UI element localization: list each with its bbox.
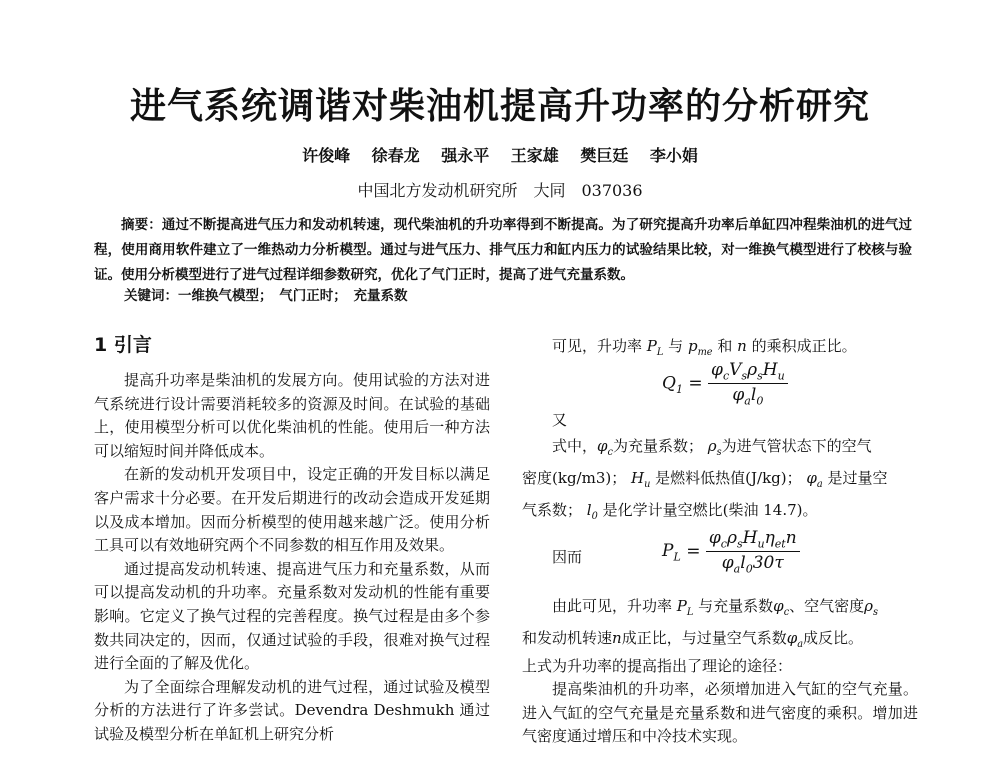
line-conclusion-1: 由此可见，升功率 $P_L$ 与充量系数$\varphi_c$、空气密度$\rho_s$: [552, 597, 879, 618]
line-conclusion-3: 上式为升功率的提高指出了理论的途径：: [522, 657, 793, 675]
line-where-2: 密度(kg/m3)； $H_u$ 是燃料低热值(J/kg)； $\varphi_a$ 是过量空: [522, 469, 888, 490]
label-you: 又: [552, 411, 568, 429]
keywords: 关键词：一维换气模型； 气门正时； 充量系数: [124, 288, 408, 304]
line-conclusion-2: 和发动机转速n成正比，与过量空气系数$\varphi_a$成反比。: [522, 629, 864, 650]
intro-paragraph-3: 通过提高发动机转速、提高进气压力和充量系数，从而可以提高发动机的升功率。充量系数对发动机的性能有重要影响。它定义了换气过程的完善程度。换气过程是由多个参数共同决定的，因而，仅通过试验的手段，很难对换气过程进行全面的了解及优化。: [94, 559, 490, 673]
abstract: 摘要：通过不断提高进气压力和发动机转速，现代柴油机的升功率得到不断提高。为了研究提高升功率后单缸四冲程柴油机的进气过程，使用商用软件建立了一维热动力分析模型。通过与进气压力、排气压力和缸内压力的试验结果比较，对一维换气模型进行了校核与验证。使用分析模型进行了进气过程详细参数研究，优化了气门正时，提高了进气充量系数。: [94, 217, 912, 283]
line-proportional: 可见，升功率 $P_L$ 与 $p_{me}$ 和 n 的乘积成正比。: [552, 337, 857, 358]
right-paragraph-end: 提高柴油机的升功率，必须增加进入气缸的空气充量。进入气缸的空气充量是充量系数和进气密度的乘积。增加进气密度通过增压和中冷技术实现。: [522, 680, 918, 746]
section-heading-intro: 1 引言: [94, 334, 152, 356]
intro-paragraph-1: 提高升功率是柴油机的发展方向。使用试验的方法对进气系统进行设计需要消耗较多的资源及时间。在试验的基础上，使用模型分析可以优化柴油机的性能。使用后一种方法可以缩短时间并降低成本。: [94, 371, 490, 460]
line-where-1: 式中，$\varphi_c$为充量系数； $\rho_s$为进气管状态下的空气: [552, 437, 872, 458]
intro-paragraph-4: 为了全面综合理解发动机的进气过程，通过试验及模型分析的方法进行了许多尝试。Devendra Deshmukh 通过试验及模型分析在单缸机上研究分析: [94, 677, 490, 743]
intro-paragraph-2: 在新的发动机开发项目中，设定正确的开发目标以满足客户需求十分必要。在开发后期进行的改动会造成开发延期以及成本增加。因而分析模型的使用越来越广泛。使用分析工具可以有效地研究两个不同参数的相互作用及效果。: [94, 465, 490, 555]
equation-liter-power: $P_L$ = $\frac{\varphi_c\rho_sH_u\eta_{et}n}{\varphi_al_030\tau}$: [662, 528, 800, 576]
line-where-3: 气系数； $l_0$ 是化学计量空燃比(柴油 14.7)。: [522, 501, 818, 522]
paper-title: 进气系统调谐对柴油机提高升功率的分析研究: [129, 86, 870, 127]
label-yinner: 因而: [552, 548, 583, 566]
equation-charge-flow: $Q_1$ = $\frac{\varphi_cV_s\rho_sH_u}{\varphi_al_0}$: [662, 360, 788, 408]
affiliation: 中国北方发动机研究所 大同 037036: [357, 181, 643, 200]
left-column: [94, 330, 490, 747]
author-list: 许俊峰 徐春龙 强永平 王家雄 樊巨廷 李小娟: [302, 146, 698, 165]
